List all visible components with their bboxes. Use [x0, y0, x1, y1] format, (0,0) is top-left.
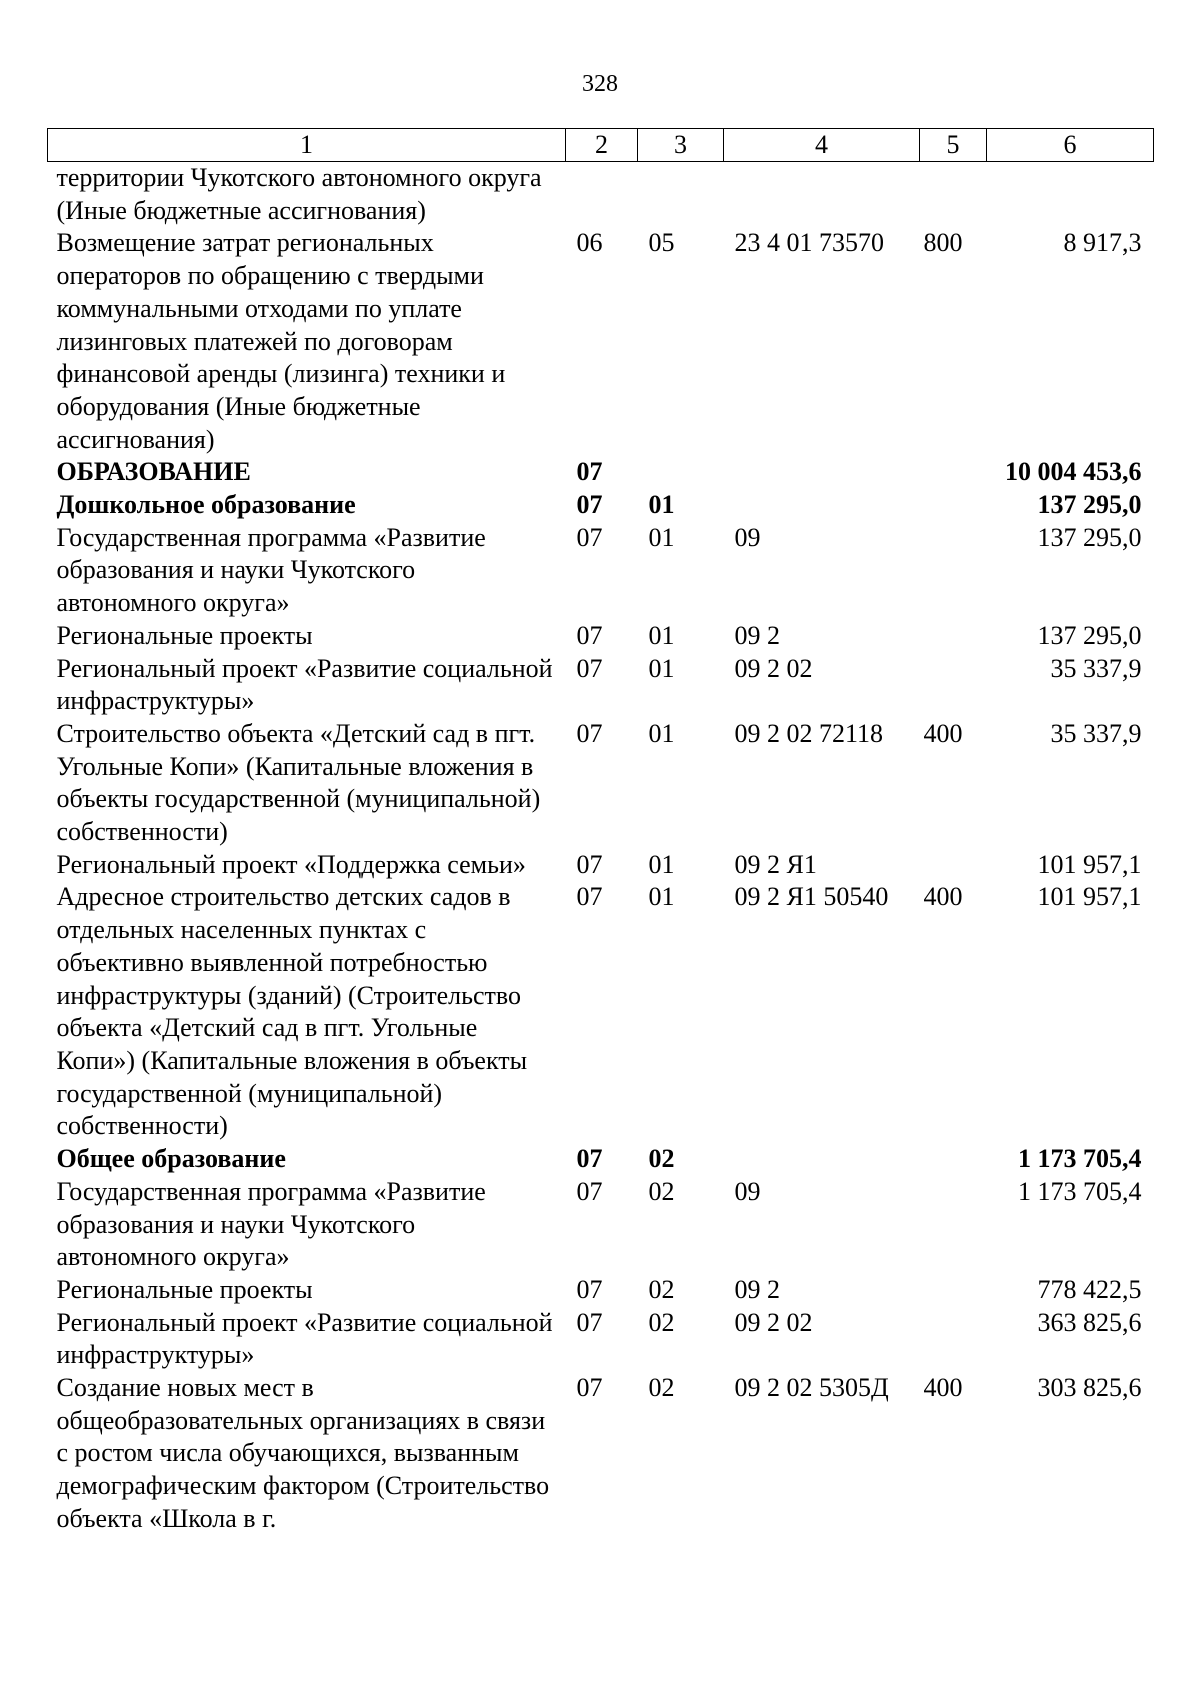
row-amount: 101 957,1 [1037, 849, 1142, 879]
row-section-code: 07 [576, 1144, 603, 1174]
table-row [48, 1143, 1154, 1176]
row-expense-type [920, 1274, 987, 1307]
row-name: Общее образование [56, 1144, 286, 1174]
row-name: Региональные проекты [56, 1274, 313, 1304]
row-expense-type [920, 1176, 987, 1274]
row-expense-type: 400 [923, 1373, 963, 1403]
row-target-article [724, 162, 920, 228]
table-row [48, 456, 1154, 489]
table-row [48, 1274, 1154, 1307]
row-expense-type: 400 [923, 718, 963, 748]
row-subsection-code: 02 [648, 1307, 675, 1337]
row-expense-type: 800 [923, 228, 963, 258]
row-subsection-code: 01 [648, 718, 675, 748]
row-subsection-code: 05 [648, 228, 675, 258]
table-row [48, 227, 1154, 456]
table-body [48, 162, 1154, 1536]
row-target-article [724, 456, 920, 489]
row-target-article: 09 2 02 5305Д [734, 1373, 889, 1403]
row-expense-type [920, 522, 987, 620]
page-number: 328 [582, 71, 618, 97]
row-target-article: 09 2 [734, 1274, 780, 1304]
row-subsection-code: 01 [648, 882, 675, 912]
row-name: Региональный проект «Развитие социальной инфраструктуры» [56, 653, 553, 716]
row-target-article: 09 2 Я1 50540 [734, 882, 889, 912]
row-target-article: 09 2 [734, 620, 780, 650]
table-row [48, 1307, 1154, 1372]
header-col-1: 1 [48, 129, 566, 162]
row-name: Государственная программа «Развитие образования и науки Чукотского автономного округа» [56, 522, 486, 618]
row-subsection-code [638, 162, 724, 228]
table-row [48, 881, 1154, 1143]
row-name: Региональный проект «Поддержка семьи» [56, 849, 526, 879]
header-col-6: 6 [987, 129, 1154, 162]
row-expense-type [920, 162, 987, 228]
row-section-code: 07 [576, 718, 603, 748]
table-row [48, 718, 1154, 849]
header-col-3: 3 [638, 129, 724, 162]
row-name: Адресное строительство детских садов в отдельных населенных пунктах с объективно выявленной потребностью инфраструктуры (зданий) (Строительство объекта «Детский сад в пгт. Угольные Копи») (Капитальные вложения в объекты государственной (муниципальной) собственности) [56, 882, 528, 1141]
row-section-code: 07 [576, 849, 603, 879]
row-expense-type [920, 1143, 987, 1176]
header-col-5: 5 [920, 129, 987, 162]
row-subsection-code: 01 [648, 620, 675, 650]
table-row [48, 1176, 1154, 1274]
row-amount: 137 295,0 [1037, 490, 1142, 520]
table-row [48, 489, 1154, 522]
row-section-code: 07 [576, 1176, 603, 1206]
row-amount: 35 337,9 [1050, 718, 1142, 748]
table-row [48, 653, 1154, 718]
row-target-article: 09 2 Я1 [734, 849, 817, 879]
row-target-article: 09 2 02 72118 [734, 718, 884, 748]
row-name: Строительство объекта «Детский сад в пгт. Угольные Копи» (Капитальные вложения в объекты государственной (муниципальной) собственности) [56, 718, 541, 847]
row-name: Региональный проект «Развитие социальной инфраструктуры» [56, 1307, 553, 1370]
row-target-article [724, 1143, 920, 1176]
header-row [48, 129, 1154, 162]
row-section-code: 06 [576, 228, 603, 258]
table-row [48, 162, 1154, 228]
row-amount: 1 173 705,4 [1018, 1176, 1142, 1206]
row-name: Региональные проекты [56, 620, 313, 650]
row-section-code: 07 [576, 490, 603, 520]
table-row [48, 1372, 1154, 1536]
row-subsection-code [638, 456, 724, 489]
row-name: Создание новых мест в общеобразовательных организациях в связи с ростом числа обучающихся, вызванным демографическим фактором (Строительство объекта «Школа в г. [56, 1373, 550, 1533]
row-section-code: 07 [576, 457, 603, 487]
row-amount: 8 917,3 [1063, 228, 1142, 258]
row-amount: 778 422,5 [1037, 1274, 1142, 1304]
row-section-code: 07 [576, 882, 603, 912]
row-amount: 1 173 705,4 [1018, 1144, 1142, 1174]
table-row [48, 522, 1154, 620]
row-subsection-code: 01 [648, 849, 675, 879]
row-expense-type [920, 456, 987, 489]
row-amount [987, 162, 1154, 228]
row-section-code: 07 [576, 1307, 603, 1337]
row-target-article: 09 [734, 1176, 761, 1206]
row-amount: 101 957,1 [1037, 882, 1142, 912]
row-target-article: 09 2 02 [734, 653, 813, 683]
row-name: Возмещение затрат региональных операторов по обращению с твердыми коммунальными отходами по уплате лизинговых платежей по договорам финансовой аренды (лизинга) техники и оборудования (Иные бюджетные ассигнования) [56, 228, 506, 454]
row-expense-type [920, 653, 987, 718]
row-subsection-code: 01 [648, 653, 675, 683]
row-section-code [566, 162, 638, 228]
header-col-2: 2 [566, 129, 638, 162]
table-row [48, 620, 1154, 653]
row-amount: 10 004 453,6 [1005, 457, 1142, 487]
row-expense-type [920, 1307, 987, 1372]
row-section-code: 07 [576, 522, 603, 552]
row-name: Государственная программа «Развитие образования и науки Чукотского автономного округа» [56, 1176, 486, 1272]
row-name: территории Чукотского автономного округа (Иные бюджетные ассигнования) [56, 163, 542, 225]
row-amount: 363 825,6 [1037, 1307, 1142, 1337]
row-name: Дошкольное образование [56, 490, 356, 520]
row-expense-type [920, 849, 987, 882]
row-subsection-code: 01 [648, 522, 675, 552]
row-expense-type [920, 489, 987, 522]
budget-table [47, 128, 1154, 1536]
table-header [48, 129, 1154, 162]
row-target-article: 09 [734, 522, 761, 552]
row-expense-type: 400 [923, 882, 963, 912]
row-amount: 137 295,0 [1037, 522, 1142, 552]
header-col-4: 4 [724, 129, 920, 162]
row-subsection-code: 02 [648, 1176, 675, 1206]
row-name: ОБРАЗОВАНИЕ [56, 457, 251, 487]
row-target-article [724, 489, 920, 522]
row-subsection-code: 02 [648, 1274, 675, 1304]
row-section-code: 07 [576, 653, 603, 683]
row-section-code: 07 [576, 1373, 603, 1403]
table-row [48, 849, 1154, 882]
row-subsection-code: 01 [648, 490, 675, 520]
row-amount: 35 337,9 [1050, 653, 1142, 683]
row-subsection-code: 02 [648, 1144, 675, 1174]
row-section-code: 07 [576, 1274, 603, 1304]
row-expense-type [920, 620, 987, 653]
row-section-code: 07 [576, 620, 603, 650]
row-target-article: 09 2 02 [734, 1307, 813, 1337]
row-subsection-code: 02 [648, 1373, 675, 1403]
row-amount: 137 295,0 [1037, 620, 1142, 650]
row-target-article: 23 4 01 73570 [734, 228, 884, 258]
row-amount: 303 825,6 [1037, 1373, 1142, 1403]
